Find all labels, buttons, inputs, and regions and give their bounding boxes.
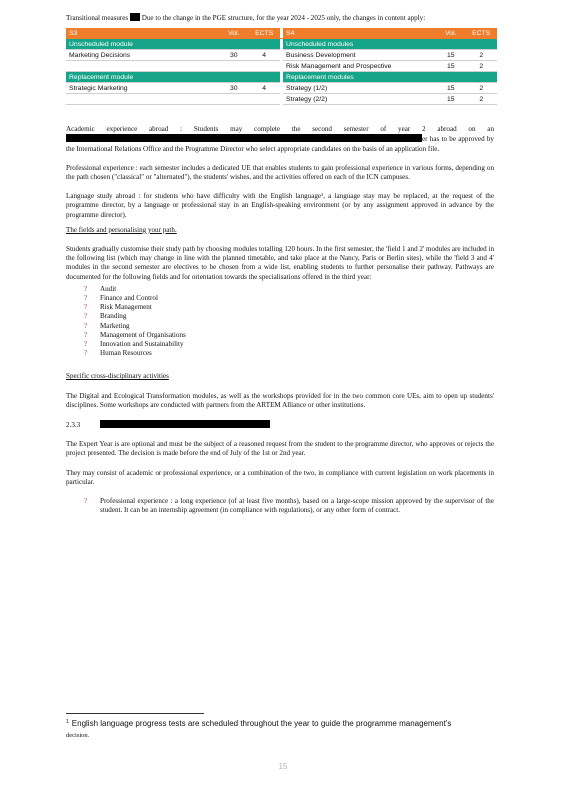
redaction-block	[100, 420, 270, 428]
module-name-s3	[66, 94, 219, 105]
module-ects-s3: 4	[248, 50, 279, 61]
module-ects-s3	[248, 61, 279, 72]
modules-table	[66, 28, 497, 105]
table-section-row	[66, 72, 497, 83]
list-item	[66, 303, 494, 312]
section-number: 2.3.3	[66, 421, 81, 430]
module-ects-s3	[248, 94, 279, 105]
module-name-s4: Risk Management and Prospective	[283, 61, 436, 72]
header-vol: Vol.	[219, 28, 248, 39]
module-vol-s4: 15	[436, 94, 465, 105]
fields-paragraph: Students gradually customise their study path by choosing modules totalling 120 hours. In the first semester, the 'field 1 and 2' modules are included in the following list (which may change in line with the planned timetable, and take place at the Nancy, Paris or Berlin sites), while the 'field 3 and 4' modules in the second semester are electives to be chosen from a wide list, enabling students to further personalise their pathway. Pathways are documented for the following fields and for orientation towards the specialisations offered in the third year:	[66, 245, 494, 281]
academic-line2-tail: er has to be	[422, 135, 456, 144]
module-vol-s4: 15	[436, 61, 465, 72]
bullet-glyph: ?	[84, 294, 88, 303]
bullet-glyph: ?	[84, 340, 88, 349]
header-s3: S3	[66, 28, 219, 39]
list-item-text: Marketing	[100, 321, 130, 330]
professional-experience-text: Professional experience : a long experience (of at least five months), based on a large-scope mission approved by the supervisor of the student. It can be an internship agreement (in compliance with regulations), or any other form of contract.	[100, 497, 494, 515]
transitional-label: Transitional measures	[66, 14, 129, 22]
module-vol-s3	[219, 72, 248, 83]
list-item	[66, 294, 494, 303]
footnote-mark: 1	[66, 719, 69, 725]
table-row	[66, 94, 497, 105]
module-vol-s4	[436, 39, 465, 50]
module-vol-s3	[219, 39, 248, 50]
header-s4: S4	[283, 28, 436, 39]
module-name-s4: Unscheduled modules	[283, 39, 436, 50]
cross-heading: Specific cross-disciplinary activities	[66, 372, 169, 381]
list-item-text: Finance and Control	[100, 294, 158, 303]
transitional-paragraph	[66, 13, 494, 23]
bullet-glyph: ?	[84, 303, 88, 312]
academic-rest: approved by the International Relations Office and the Programme Director who select appropriate candidates on the basis of an application file.	[66, 135, 494, 153]
academic-paragraph	[66, 125, 494, 154]
professional-paragraph: Professional experience : each semester includes a dedicated UE that enables students to gain professional experience in various forms, depending on the path chosen ("classical" or "alternated"), the students' wishes, and the activities offered on each of the ICN campuses.	[66, 163, 494, 182]
bullet-glyph: ?	[84, 312, 88, 321]
table-row	[66, 83, 497, 94]
module-ects-s4: 2	[466, 94, 498, 105]
header-vol: Vol.	[436, 28, 465, 39]
module-name-s4: Strategy (2/2)	[283, 94, 436, 105]
cross-paragraph: The Digital and Ecological Transformation modules, as well as the workshops provided for in the two common core UEs, aim to open up students' disciplines. Some workshops are conducted with partners from the ARTEM Alliance or other institutions.	[66, 391, 494, 409]
bullet-glyph: ?	[84, 284, 88, 293]
module-name-s4: Business Development	[283, 50, 436, 61]
module-ects-s4	[466, 39, 498, 50]
module-ects-s4: 2	[466, 61, 498, 72]
module-vol-s3	[219, 61, 248, 72]
transitional-text: Due to the change in the PGE structure, for the year 2024 - 2025 only, the changes in content apply:	[141, 14, 426, 22]
table-header-row	[66, 28, 497, 39]
consist-paragraph: They may consist of academic or professional experience, or a combination of the two, in compliance with current legislation on work placements in particular.	[66, 468, 494, 486]
module-name-s4: Replacement modules	[283, 72, 436, 83]
expert-paragraph: The Expert Year is are optional and must be the subject of a reasoned request from the student to the programme director, who approves or rejects the project presented. The decision is made before the end of July of the 1st or 2nd year.	[66, 440, 494, 458]
list-item	[66, 340, 494, 349]
module-name-s3	[66, 61, 219, 72]
module-vol-s4: 15	[436, 50, 465, 61]
list-item-text: Branding	[100, 312, 127, 321]
bullet-glyph: ?	[84, 321, 88, 330]
module-ects-s4: 2	[466, 50, 498, 61]
module-ects-s3: 4	[248, 83, 279, 94]
list-item	[66, 322, 494, 331]
page-number: 15	[278, 762, 288, 771]
module-vol-s4: 15	[436, 83, 465, 94]
table-row	[66, 50, 497, 61]
bullet-glyph: ?	[84, 349, 88, 358]
footnote-divider	[66, 713, 204, 714]
table-row	[66, 61, 497, 72]
section-heading	[66, 420, 494, 430]
list-item-text: Management of Organisations	[100, 330, 186, 339]
module-name-s3: Strategic Marketing	[66, 83, 219, 94]
redaction-block	[130, 13, 140, 21]
header-ects: ECTS	[248, 28, 279, 39]
module-name-s4: Strategy (1/2)	[283, 83, 436, 94]
module-vol-s3	[219, 94, 248, 105]
redaction-block	[66, 134, 422, 142]
list-item-text: Audit	[100, 284, 117, 293]
bullet-glyph: ?	[84, 497, 88, 506]
footnote-text: English language progress tests are scheduled throughout the year to guide the programme management's	[71, 719, 452, 728]
header-ects: ECTS	[466, 28, 498, 39]
module-name-s3: Unscheduled module	[66, 39, 219, 50]
table-section-row	[66, 39, 497, 50]
module-name-s3: Replacement module	[66, 72, 219, 83]
module-ects-s3	[248, 39, 279, 50]
academic-line1: Academic experience abroad : Students may complete the second semester of year 2 abroad on an	[66, 125, 494, 134]
footnote	[66, 717, 496, 741]
list-item	[66, 312, 494, 321]
language-paragraph: Language study abroad : for students who have difficulty with the English language¹, a language stay may be replaced, at the request of the programme director, by a language or professional stay in an English-speaking environment (or by any assignment approved in advance by the programme director).	[66, 192, 494, 219]
list-item	[66, 331, 494, 340]
list-item	[66, 285, 494, 294]
module-vol-s3: 30	[219, 83, 248, 94]
bullet-glyph: ?	[84, 330, 88, 339]
list-item-text: Innovation and Sustainability	[100, 340, 184, 349]
module-ects-s4: 2	[466, 83, 498, 94]
fields-list	[66, 285, 494, 359]
module-ects-s4	[466, 72, 498, 83]
module-vol-s4	[436, 72, 465, 83]
fields-heading: The fields and personalising your path.	[66, 225, 177, 234]
list-item-text: Human Resources	[100, 349, 152, 358]
module-vol-s3: 30	[219, 50, 248, 61]
document-body	[66, 13, 494, 516]
professional-experience-item	[66, 497, 494, 515]
module-ects-s3	[248, 72, 279, 83]
footnote-tail: decision.	[66, 732, 90, 739]
module-name-s3: Marketing Decisions	[66, 50, 219, 61]
list-item	[66, 349, 494, 358]
list-item-text: Risk Management	[100, 303, 152, 312]
